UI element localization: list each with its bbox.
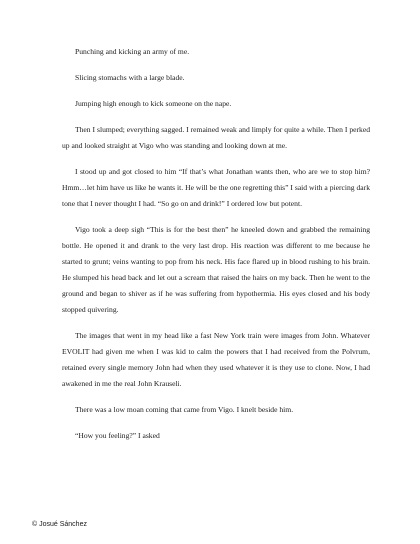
paragraph: The images that went in my head like a fast New York train were images from John. Whatever EVOLIT had given me when I was kid to calm the powers that I had received from the Polvrum, retained every single memory John had when they used whatever it is they use to clone. Now, I had awakened in me the real John Krauseli. xyxy=(62,331,370,388)
paragraph: Jumping high enough to kick someone on the nape. xyxy=(75,99,232,108)
body-text xyxy=(62,44,370,454)
paragraph: Then I slumped; everything sagged. I remained weak and limply for quite a while. Then I perked up and looked straight at Vigo who was standing and looking down at me. xyxy=(62,125,370,150)
paragraph: Vigo took a deep sigh “This is for the best then” he kneeled down and grabbed the remaining bottle. He opened it and drank to the very last drop. His reaction was different to me because he started to grunt; veins wanting to pop from his neck. His face flared up in blood rushing to his brain. He slumped his head back and let out a scream that raised the hairs on my back. Then he went to the ground and began to shiver as if he was suffering from hypothermia. His eyes closed and his body stopped quivering. xyxy=(62,225,370,314)
paragraph: “How you feeling?” I asked xyxy=(75,431,160,440)
paragraph: Slicing stomachs with a large blade. xyxy=(75,73,185,82)
paragraph: Punching and kicking an army of me. xyxy=(75,47,190,56)
paragraph: I stood up and got closed to him “If that’s what Jonathan wants then, who are we to stop him? Hmm…let him have us like he wants it. He will be the one regretting this” I said with a piercing dark tone that I never thought I had. “So go on and drink!” I ordered low but potent. xyxy=(62,167,370,208)
paragraph: There was a low moan coming that came from Vigo. I knelt beside him. xyxy=(75,405,294,414)
copyright-footer: © Josué Sánchez xyxy=(32,521,87,528)
